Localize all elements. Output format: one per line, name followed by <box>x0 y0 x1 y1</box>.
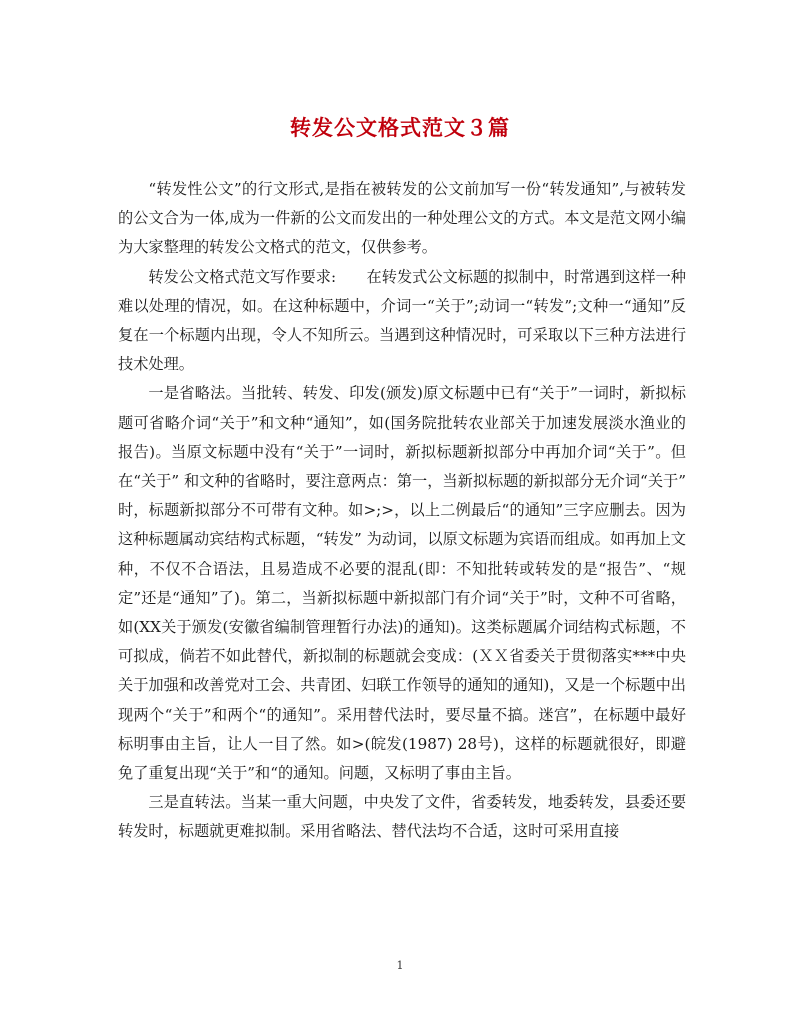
intro-paragraph: “转发性公文”的行文形式,是指在被转发的公文前加写一份“转发通知”,与被转发的公文合为一体,成为一件新的公文而发出的一种处理公文的方式。本文是范文网小编为大家整理的转发公文格式的范文，仅供参考。 <box>118 180 686 257</box>
document-body <box>118 175 686 847</box>
document-title: 转发公文格式范文３篇 <box>290 115 510 140</box>
direct-forward-paragraph: 三是直转法。当某一重大问题，中央发了文件，省委转发，地委转发，县委还要转发时，标题就更难拟制。采用省略法、替代法均不合适，这时可采用直接 <box>118 793 686 841</box>
omission-method-paragraph: 一是省略法。当批转、转发、印发(颁发)原文标题中已有“关于”一词时，新拟标题可省略介词“关于”和文种“通知”，如(国务院批转农业部关于加速发展淡水渔业的报告)。当原文标题中没有“关于”一词时，新拟标题新拟部分中再加介词“关于”。但在“关于” 和文种的省略时，要注意两点：第一，当新拟标题的新拟部分无介词“关于” 时，标题新拟部分不可带有文种。如>;>，以上二例最后“的通知”三字应删去。因为这种标题属动宾结构式标题，“转发” 为动词，以原文标题为宾语而组成。如再加上文种，不仅不合语法，且易造成不必要的混乱(即：不知批转或转发的是“报告”、“规定”还是“通知”了)。第二，当新拟标题中新拟部门有介词“关于”时，文种不可省略，如(XX关于颁发(安徽省编制管理暂行办法)的通知)。这类标题属介词结构式标题，不可拟成，倘若不如此替代，新拟制的标题就会变成：(ＸＸ省委关于贯彻落实***中央关于加强和改善党对工会、共青团、妇联工作领导的通知的通知)，又是一个标题中出现两个“关于”和两个“的通知”。采用替代法时，要尽量不搞。迷宫”，在标题中最好标明事由主旨，让人一目了然。如>(皖发(1987) 28号)，这样的标题就很好，即避免了重复出现“关于”和“的通知。问题，又标明了事由主旨。 <box>118 384 686 783</box>
requirements-paragraph: 转发公文格式范文写作要求: 在转发式公文标题的拟制中，时常遇到这样一种难以处理的情况，如。在这种标题中，介词一“关于”;动词一“转发”;文种一“通知”反复在一个标题内出现，令人不知所云。当遇到这种情况时，可采取以下三种方法进行技术处理。 <box>118 267 686 374</box>
page-number: 1 <box>396 959 404 972</box>
